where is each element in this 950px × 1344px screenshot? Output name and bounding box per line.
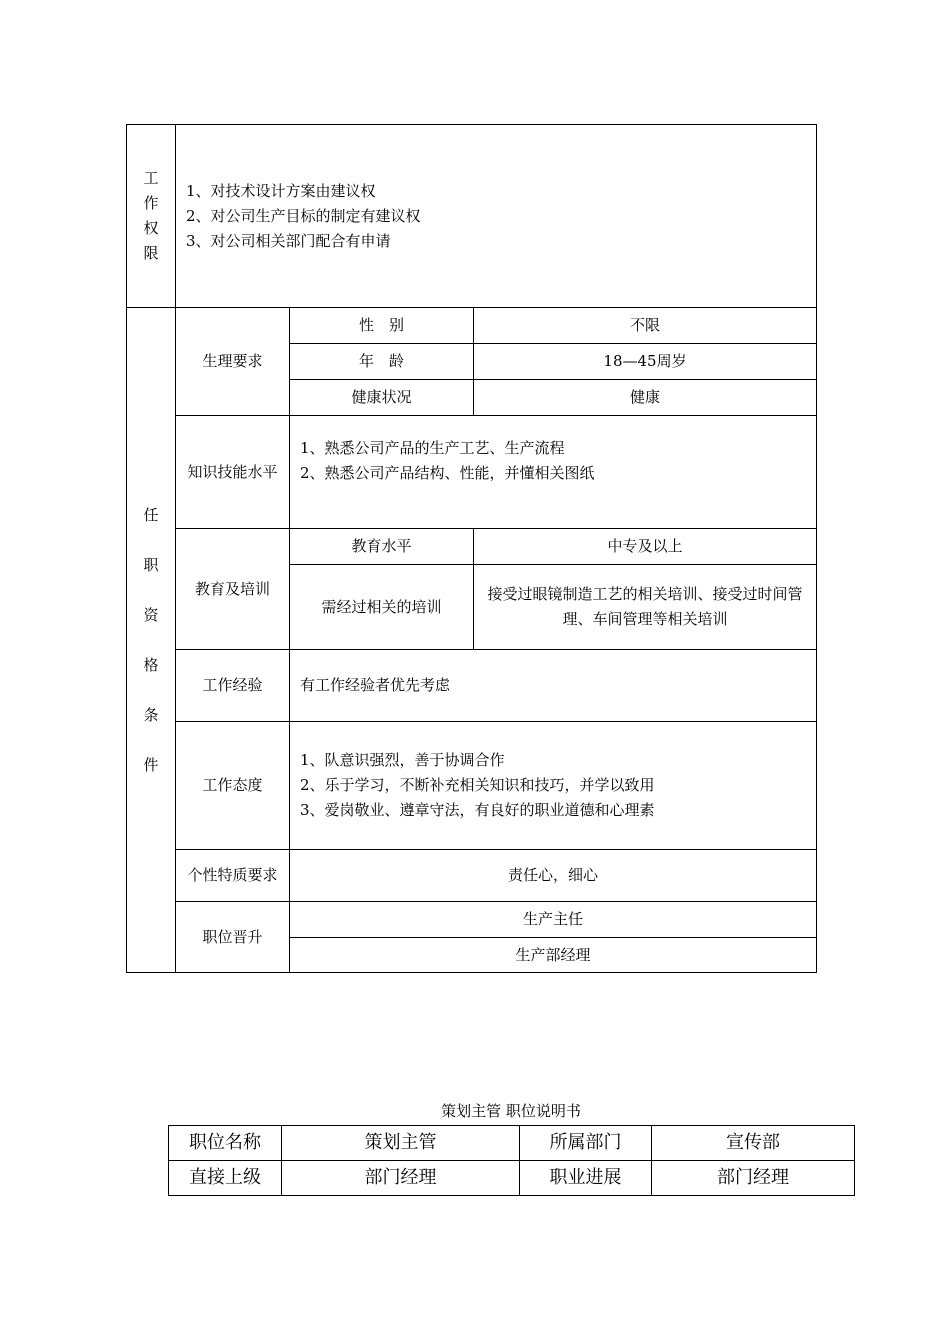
authority-label: 工 作 权 限 <box>127 125 176 308</box>
promotion-label: 职位晋升 <box>176 902 290 973</box>
training-key: 需经过相关的培训 <box>290 565 474 650</box>
position-name-key: 职位名称 <box>169 1126 282 1161</box>
authority-content <box>176 125 817 308</box>
attitude-label: 工作态度 <box>176 722 290 850</box>
health-key: 健康状况 <box>290 380 474 416</box>
promotion-value: 生产主任 <box>290 902 817 938</box>
summary-row <box>169 1126 855 1161</box>
experience-value: 有工作经验者优先考虑 <box>290 650 817 722</box>
position-summary-table <box>168 1125 855 1196</box>
authority-row <box>127 125 817 308</box>
career-path-key: 职业进展 <box>520 1161 652 1196</box>
attitude-line: 3、爱岗敬业、遵章守法，有良好的职业道德和心理素 <box>300 801 655 819</box>
authority-line: 2、对公司生产目标的制定有建议权 <box>186 206 421 225</box>
summary-row <box>169 1161 855 1196</box>
attitude-line: 2、乐于学习，不断补充相关知识和技巧，并学以致用 <box>300 776 655 794</box>
education-label: 教育及培训 <box>176 529 290 650</box>
knowledge-content <box>290 416 817 529</box>
department-key: 所属部门 <box>520 1126 652 1161</box>
attitude-content <box>290 722 817 850</box>
education-row <box>127 529 817 565</box>
attitude-line: 1、队意识强烈，善于协调合作 <box>300 751 505 769</box>
gender-value: 不限 <box>474 308 817 344</box>
age-value: 18—45周岁 <box>474 344 817 380</box>
training-value: 接受过眼镜制造工艺的相关培训、接受过时间管理、车间管理等相关培训 <box>474 565 817 650</box>
attitude-row <box>127 722 817 850</box>
experience-row <box>127 650 817 722</box>
supervisor-value: 部门经理 <box>282 1161 520 1196</box>
education-level-key: 教育水平 <box>290 529 474 565</box>
age-key: 年 龄 <box>290 344 474 380</box>
knowledge-line: 2、熟悉公司产品结构、性能，并懂相关图纸 <box>300 464 595 482</box>
job-description-table <box>126 124 817 973</box>
authority-line: 1、对技术设计方案由建议权 <box>186 181 376 200</box>
education-level-value: 中专及以上 <box>474 529 817 565</box>
personality-row <box>127 850 817 902</box>
qualifications-label: 任 职 资 格 条 件 <box>127 308 176 973</box>
experience-label: 工作经验 <box>176 650 290 722</box>
health-value: 健康 <box>474 380 817 416</box>
career-path-value: 部门经理 <box>652 1161 855 1196</box>
gender-key: 性 别 <box>290 308 474 344</box>
position-name-value: 策划主管 <box>282 1126 520 1161</box>
promotion-value: 生产部经理 <box>290 938 817 973</box>
knowledge-line: 1、熟悉公司产品的生产工艺、生产流程 <box>300 439 565 457</box>
supervisor-key: 直接上级 <box>169 1161 282 1196</box>
knowledge-row <box>127 416 817 529</box>
personality-value: 责任心，细心 <box>290 850 817 902</box>
physical-label: 生理要求 <box>176 308 290 416</box>
promotion-row <box>127 902 817 938</box>
personality-label: 个性特质要求 <box>176 850 290 902</box>
department-value: 宣传部 <box>652 1126 855 1161</box>
document-title: 策划主管 职位说明书 <box>441 1102 581 1120</box>
knowledge-label: 知识技能水平 <box>176 416 290 529</box>
physical-row <box>127 308 817 344</box>
authority-line: 3、对公司相关部门配合有申请 <box>186 231 391 250</box>
